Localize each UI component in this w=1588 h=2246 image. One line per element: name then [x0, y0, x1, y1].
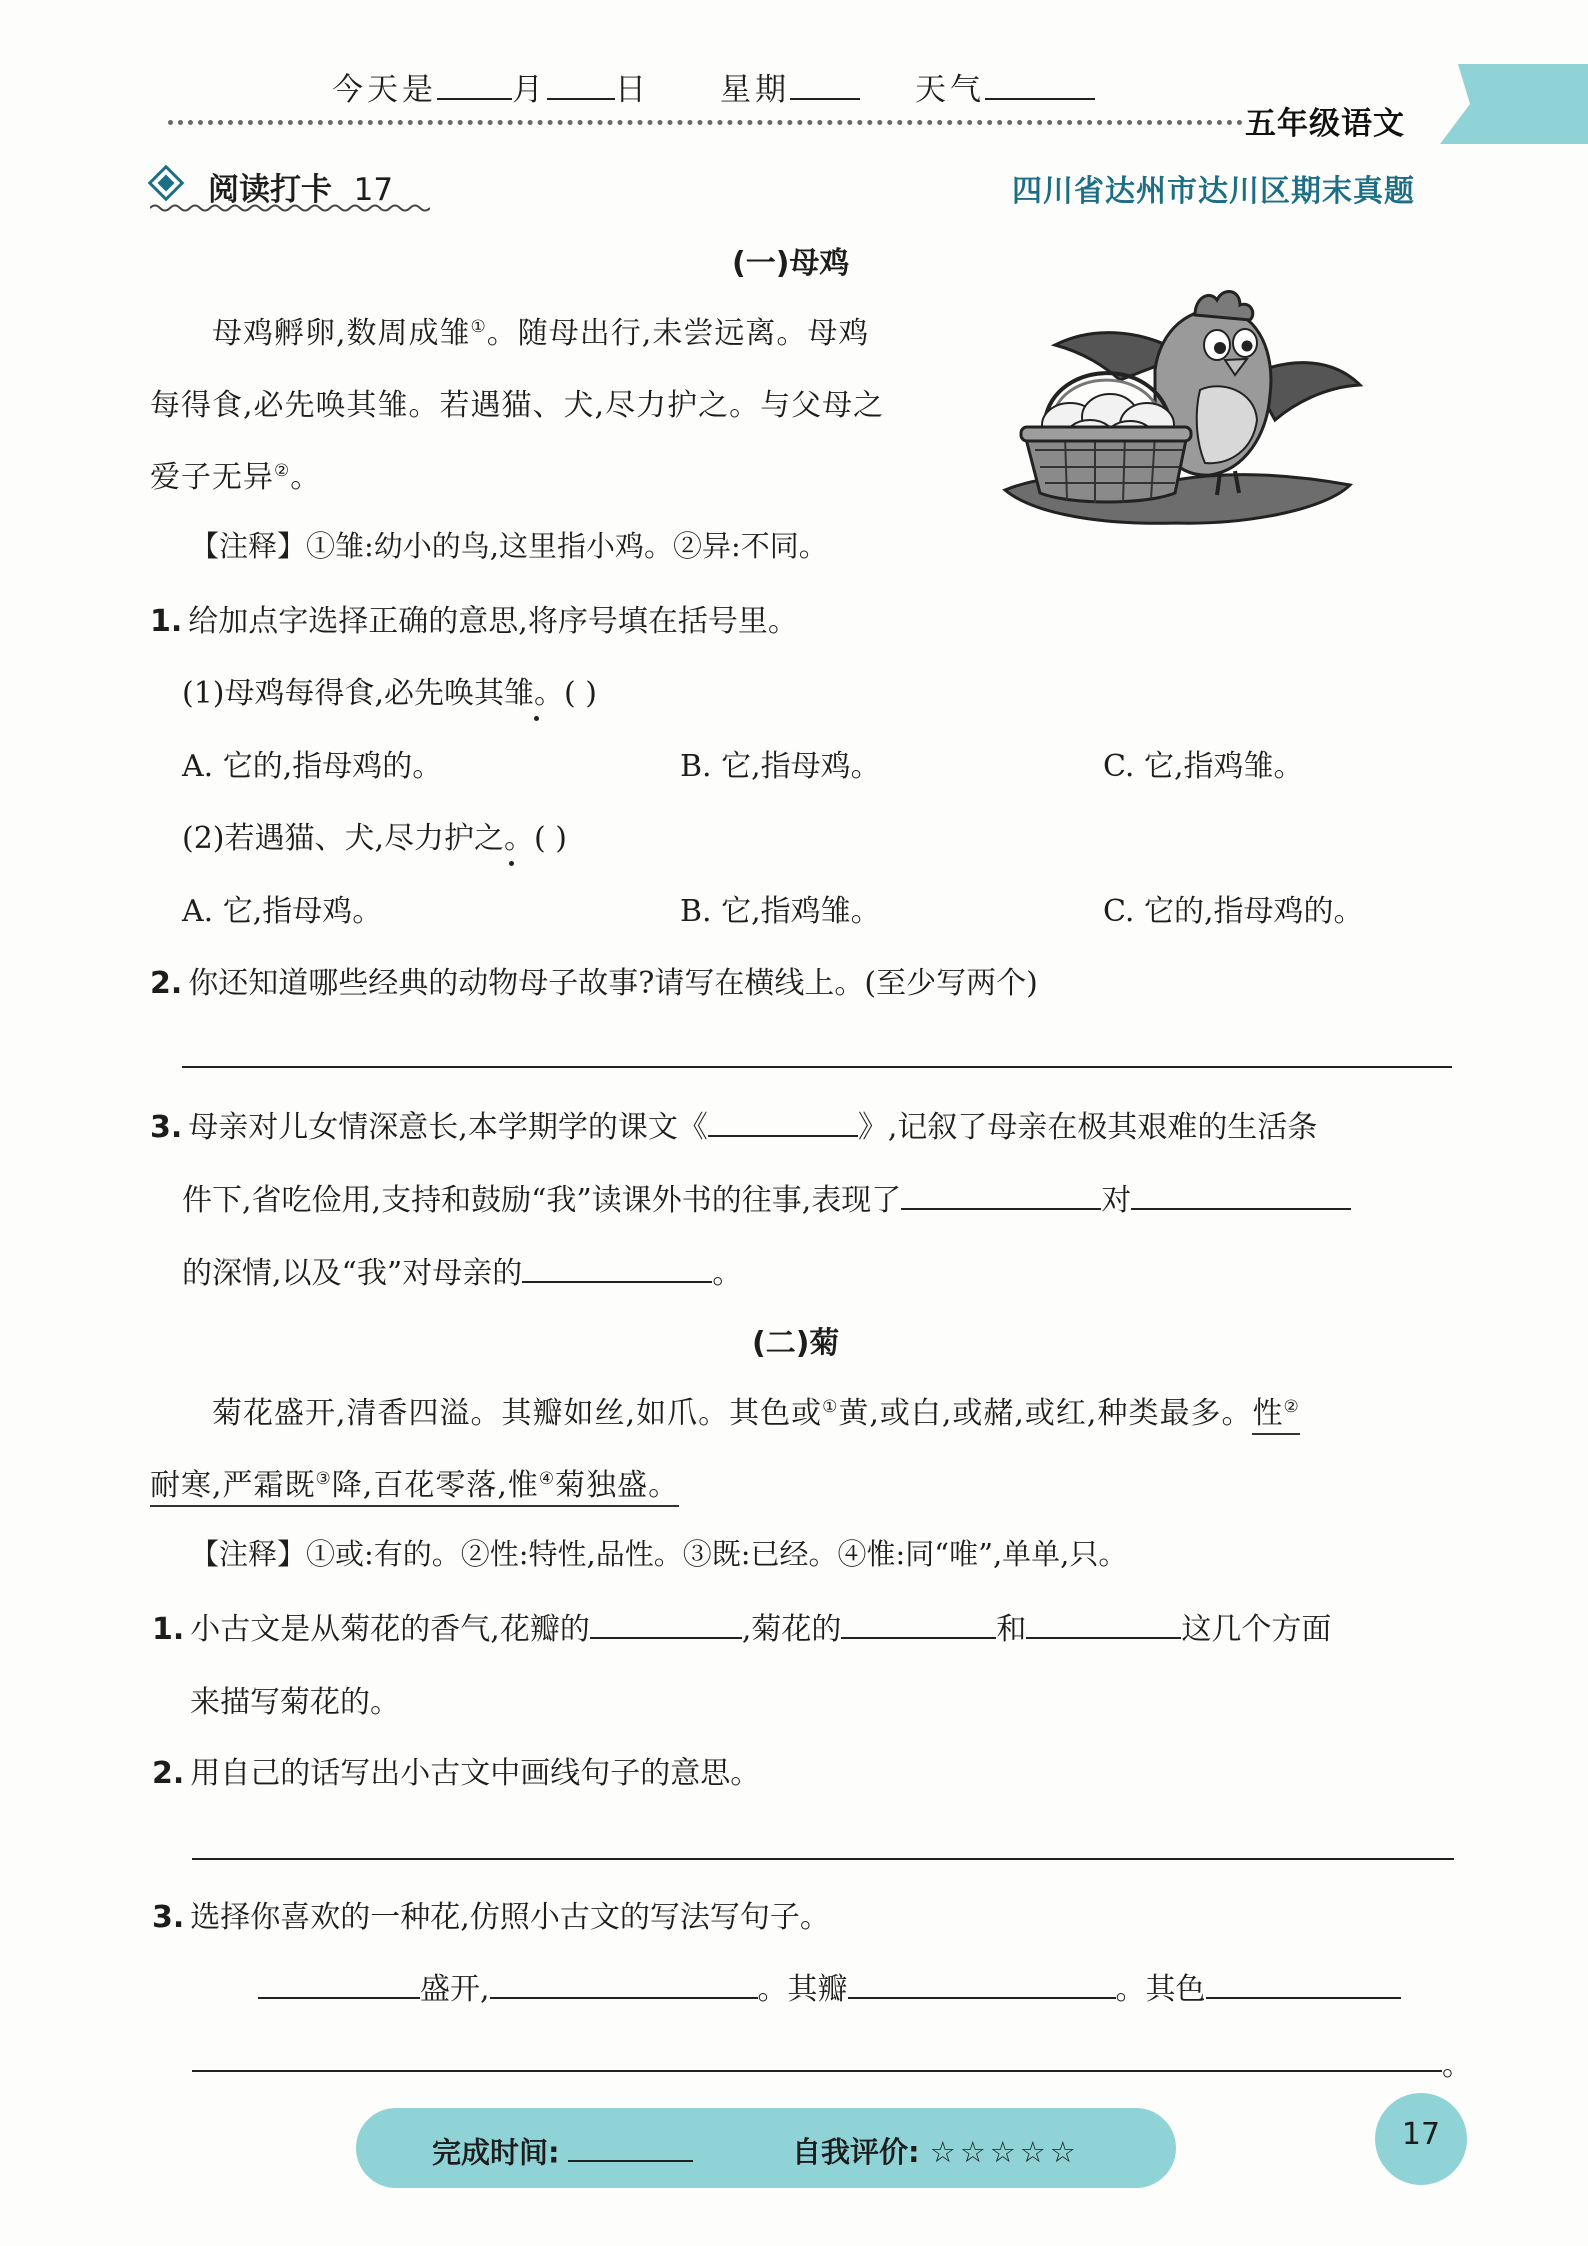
footnote-mark: ② [274, 461, 291, 481]
passage-text: 母鸡孵卵,数周成雏 [212, 316, 471, 351]
completion-time-blank[interactable] [568, 2130, 693, 2162]
p2-q1-line1 [152, 1604, 1331, 1648]
p2-q2 [152, 1748, 760, 1792]
p2-q2-answer-line[interactable] [192, 1858, 1454, 1860]
p1-q1-sub1-optA[interactable]: A. 它的,指母鸡的。 [182, 749, 443, 784]
p2-q3-w3: 。其色 [1115, 1972, 1206, 2007]
passage-text: 降,百花零落,惟 [331, 1468, 539, 1503]
p2-q1-blank-1[interactable] [590, 1606, 742, 1640]
completion-time [432, 2130, 693, 2171]
p1-q2 [150, 958, 1038, 1002]
dotted-rule [168, 120, 1243, 125]
part2-title: (二)菊 [752, 1326, 840, 1361]
footnote-mark: ② [1283, 1397, 1300, 1417]
grade-tab-shape [1440, 64, 1588, 144]
p1-q3-text-e: 的深情,以及“我”对母亲的 [182, 1256, 523, 1291]
p1-q3-line2 [182, 1175, 1351, 1219]
part2-passage-line1 [212, 1388, 1300, 1432]
p2-q1-text-b: ,菊花的 [741, 1612, 842, 1647]
p1-q1-sub2[interactable]: (2)若遇猫、犬,尽力护之。( ) [182, 821, 567, 856]
p1-q3-text-f: 。 [712, 1256, 743, 1291]
passage-text: 菊独盛。 [555, 1468, 680, 1503]
page-number: 17 [1401, 2117, 1441, 2152]
grade-tab-label: 五年级语文 [1245, 106, 1405, 142]
p1-q3-blank-title[interactable] [708, 1104, 858, 1138]
p2-q1-line2: 来描写菊花的。 [190, 1685, 400, 1720]
p2-q2-number: 2. [152, 1756, 185, 1791]
part2-note: 【注释】①或:有的。②性:特性,品性。③既:已经。④惟:同“唯”,单单,只。 [190, 1537, 1128, 1571]
p1-q1-text: 给加点字选择正确的意思,将序号填在括号里。 [188, 604, 798, 639]
p1-q2-answer-line[interactable] [182, 1066, 1452, 1068]
passage-text: 爱子无异 [150, 460, 274, 495]
part1-passage-line2: 每得食,必先唤其雏。若遇猫、犬,尽力护之。与父母之 [150, 388, 885, 423]
p1-q3-blank-2[interactable] [901, 1177, 1101, 1211]
section-number: 17 [353, 172, 394, 208]
p2-q3-end: 。 [1442, 2048, 1472, 2083]
emphasis-dot [534, 716, 539, 721]
footnote-mark: ① [470, 317, 487, 337]
date-line [332, 64, 1095, 109]
p2-q3-text: 选择你喜欢的一种花,仿照小古文的写法写句子。 [190, 1900, 830, 1935]
p2-q3-blank-3[interactable] [848, 1966, 1116, 2000]
p1-q3-line1 [150, 1102, 1317, 1146]
self-evaluation-label: 自我评价: [792, 2135, 920, 2169]
rating-stars[interactable]: ☆☆☆☆☆ [929, 2135, 1080, 2169]
weather-blank[interactable] [985, 65, 1095, 100]
p1-q3-number: 3. [150, 1110, 183, 1145]
self-evaluation [792, 2130, 1080, 2171]
footnote-mark: ④ [538, 1469, 556, 1489]
part1-title: (一)母鸡 [732, 246, 850, 281]
p2-q3 [152, 1892, 830, 1936]
exam-source: 四川省达州市达川区期末真题 [1012, 174, 1415, 209]
p2-q3-number: 3. [152, 1900, 185, 1935]
p2-q3-w2: 。其瓣 [757, 1972, 848, 2007]
part1-passage-line1 [212, 308, 869, 352]
underlined-sentence [1252, 1396, 1299, 1435]
p1-q1-sub1-optC[interactable]: C. 它,指鸡雏。 [1103, 749, 1304, 784]
underlined-sentence [150, 1468, 679, 1507]
month-blank[interactable] [437, 65, 512, 100]
part1-passage-line3 [150, 452, 321, 496]
p2-q3-blank-flower[interactable] [258, 1966, 420, 2000]
wavy-underline [150, 203, 430, 213]
footnote-mark: ③ [315, 1469, 332, 1489]
p1-q3-text-c: 件下,省吃俭用,支持和鼓励“我”读课外书的往事,表现了 [182, 1183, 902, 1218]
p2-q1-blank-3[interactable] [1026, 1606, 1181, 1640]
p2-q1-text-c: 和 [996, 1612, 1027, 1647]
p1-q3-text-b: 》,记叙了母亲在极其艰难的生活条 [857, 1110, 1318, 1145]
part1-note: 【注释】①雏:幼小的鸟,这里指小鸡。②异:不同。 [190, 529, 828, 563]
passage-text: 。随母出行,未尝远离。母鸡 [486, 316, 870, 351]
p1-q3-blank-4[interactable] [522, 1250, 712, 1284]
p2-q1-text-d: 这几个方面 [1181, 1612, 1332, 1647]
p2-q1-number: 1. [152, 1612, 185, 1647]
section-title-text: 阅读打卡 [208, 172, 332, 208]
p1-q3-text-d: 对 [1101, 1183, 1132, 1218]
p1-q2-text: 你还知道哪些经典的动物母子故事?请写在横线上。(至少写两个) [188, 966, 1038, 1001]
passage-text: 耐寒,严霜既 [150, 1468, 316, 1503]
passage-text: 黄,或白,或赭,或红,种类最多。 [838, 1396, 1253, 1431]
p1-q1-sub1-optB[interactable]: B. 它,指母鸡。 [680, 749, 881, 784]
p2-q3-blank-4[interactable] [1206, 1966, 1401, 2000]
day-blank[interactable] [547, 65, 615, 100]
p1-q1-number: 1. [150, 604, 183, 639]
p1-q3-text-a: 母亲对儿女情深意长,本学期学的课文《 [188, 1110, 708, 1145]
p2-q3-blank-2[interactable] [490, 1966, 758, 2000]
passage-text: 。 [290, 460, 322, 495]
emphasis-dot [509, 861, 514, 866]
day-label: 日 [615, 72, 650, 108]
weekday-blank[interactable] [790, 65, 860, 100]
completion-time-label: 完成时间: [432, 2135, 560, 2170]
p1-q3-line3 [182, 1248, 742, 1292]
diamond-icon [148, 165, 185, 202]
p2-q1-blank-2[interactable] [841, 1606, 996, 1640]
part2-passage-line2 [150, 1460, 679, 1504]
p1-q3-blank-3[interactable] [1131, 1177, 1351, 1211]
weekday-label: 星期 [720, 72, 790, 108]
p2-q1-text-a: 小古文是从菊花的香气,花瓣的 [190, 1612, 590, 1647]
today-label: 今天是 [332, 72, 437, 108]
p2-q3-answer-line[interactable] [192, 2070, 1442, 2072]
p1-q1-sub2-optC[interactable]: C. 它的,指母鸡的。 [1103, 894, 1364, 929]
p1-q1-sub2-optB[interactable]: B. 它,指鸡雏。 [680, 894, 881, 929]
p1-q2-number: 2. [150, 966, 183, 1001]
footnote-mark: ① [822, 1397, 839, 1417]
p2-q3-fill-line [258, 1964, 1401, 2008]
month-label: 月 [512, 72, 547, 108]
passage-text: 性 [1252, 1396, 1284, 1431]
weather-label: 天气 [915, 72, 985, 108]
p1-q1-sub1[interactable]: (1)母鸡每得食,必先唤其雏。( ) [182, 676, 597, 711]
passage-text: 菊花盛开,清香四溢。其瓣如丝,如爪。其色或 [212, 1396, 823, 1431]
hen-illustration [995, 275, 1365, 550]
p1-q1 [150, 596, 798, 640]
p2-q3-w1: 盛开, [420, 1972, 490, 2007]
p2-q2-text: 用自己的话写出小古文中画线句子的意思。 [190, 1756, 761, 1791]
p1-q1-sub2-optA[interactable]: A. 它,指母鸡。 [182, 894, 383, 929]
